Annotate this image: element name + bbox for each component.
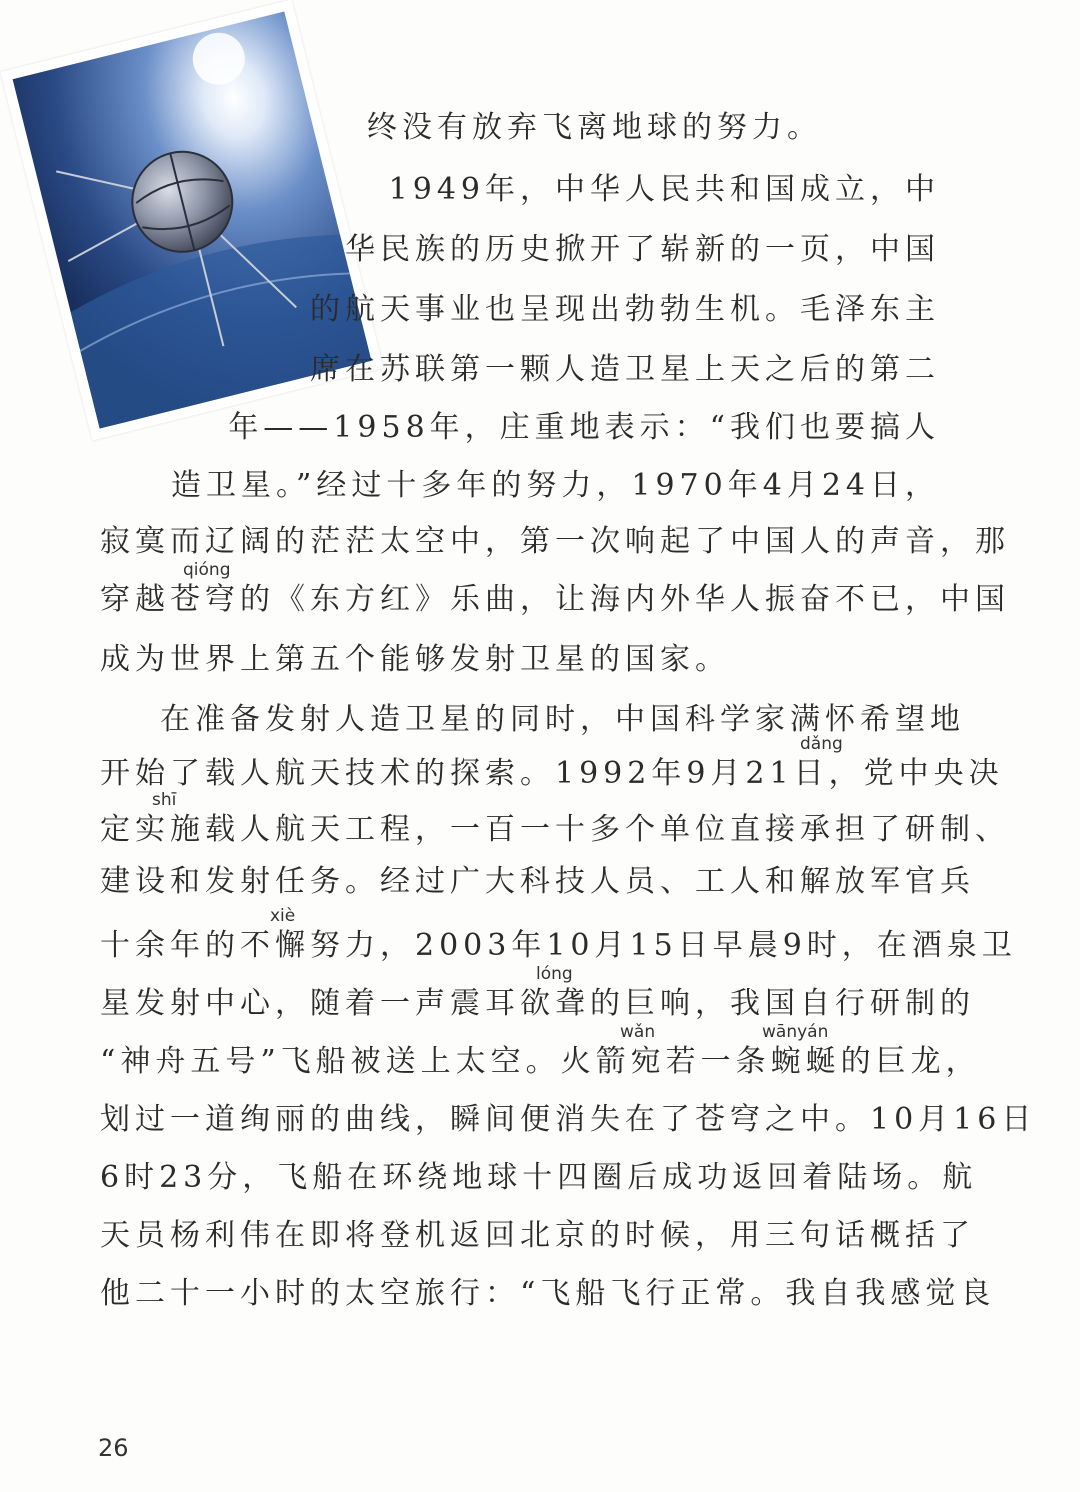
text-line: 在准备发射人造卫星的同时，中国科学家满怀希望地 bbox=[160, 702, 965, 737]
text-line: 1949年，中华人民共和国成立，中 bbox=[388, 172, 940, 207]
pinyin-annotation: dǎng bbox=[800, 734, 843, 754]
text-line: 划过一道绚丽的曲线，瞬间便消失在了苍穹之中。10月16日 bbox=[100, 1102, 1037, 1137]
text-line: 6时23分，飞船在环绕地球十四圈后成功返回着陆场。航 bbox=[100, 1160, 978, 1195]
text-line: 穿越苍穹的《东方红》乐曲，让海内外华人振奋不已，中国 bbox=[100, 582, 1010, 617]
pinyin-annotation: wǎn bbox=[620, 1022, 656, 1042]
page-number: 26 bbox=[98, 1434, 129, 1462]
pinyin-annotation: wānyán bbox=[762, 1022, 829, 1042]
text-line: 星发射中心，随着一声震耳欲聋的巨响，我国自行研制的 bbox=[100, 986, 975, 1021]
text-line: 成为世界上第五个能够发射卫星的国家。 bbox=[100, 642, 730, 677]
text-line: 他二十一小时的太空旅行：“飞船飞行正常。我自我感觉良 bbox=[100, 1276, 996, 1311]
pinyin-annotation: xiè bbox=[270, 906, 296, 926]
text-line: 造卫星。”经过十多年的努力，1970年4月24日， bbox=[171, 468, 940, 503]
pinyin-annotation: qióng bbox=[183, 560, 231, 580]
text-line: 华民族的历史掀开了崭新的一页，中国 bbox=[345, 232, 940, 267]
text-line: “神舟五号”飞船被送上太空。火箭宛若一条蜿蜒的巨龙， bbox=[100, 1044, 981, 1079]
pinyin-annotation: lóng bbox=[536, 964, 573, 984]
text-line: 天员杨利伟在即将登机返回北京的时候，用三句话概括了 bbox=[100, 1218, 975, 1253]
text-line: 建设和发射任务。经过广大科技人员、工人和解放军官兵 bbox=[100, 864, 975, 899]
text-line: 定实施载人航天工程，一百一十多个单位直接承担了研制、 bbox=[100, 812, 1010, 847]
text-line: 的航天事业也呈现出勃勃生机。毛泽东主 bbox=[310, 292, 940, 327]
text-line: 开始了载人航天技术的探索。1992年9月21日，党中央决 bbox=[100, 756, 1004, 791]
text-line: 寂寞而辽阔的茫茫太空中，第一次响起了中国人的声音，那 bbox=[100, 524, 1010, 559]
text-line: 十余年的不懈努力，2003年10月15日早晨9时，在酒泉卫 bbox=[100, 928, 1017, 963]
text-line: 席在苏联第一颗人造卫星上天之后的第二 bbox=[310, 352, 940, 387]
pinyin-annotation: shī bbox=[152, 790, 177, 810]
text-line: 年——1958年，庄重地表示：“我们也要搞人 bbox=[228, 410, 940, 445]
text-line: 终没有放弃飞离地球的努力。 bbox=[367, 110, 822, 145]
